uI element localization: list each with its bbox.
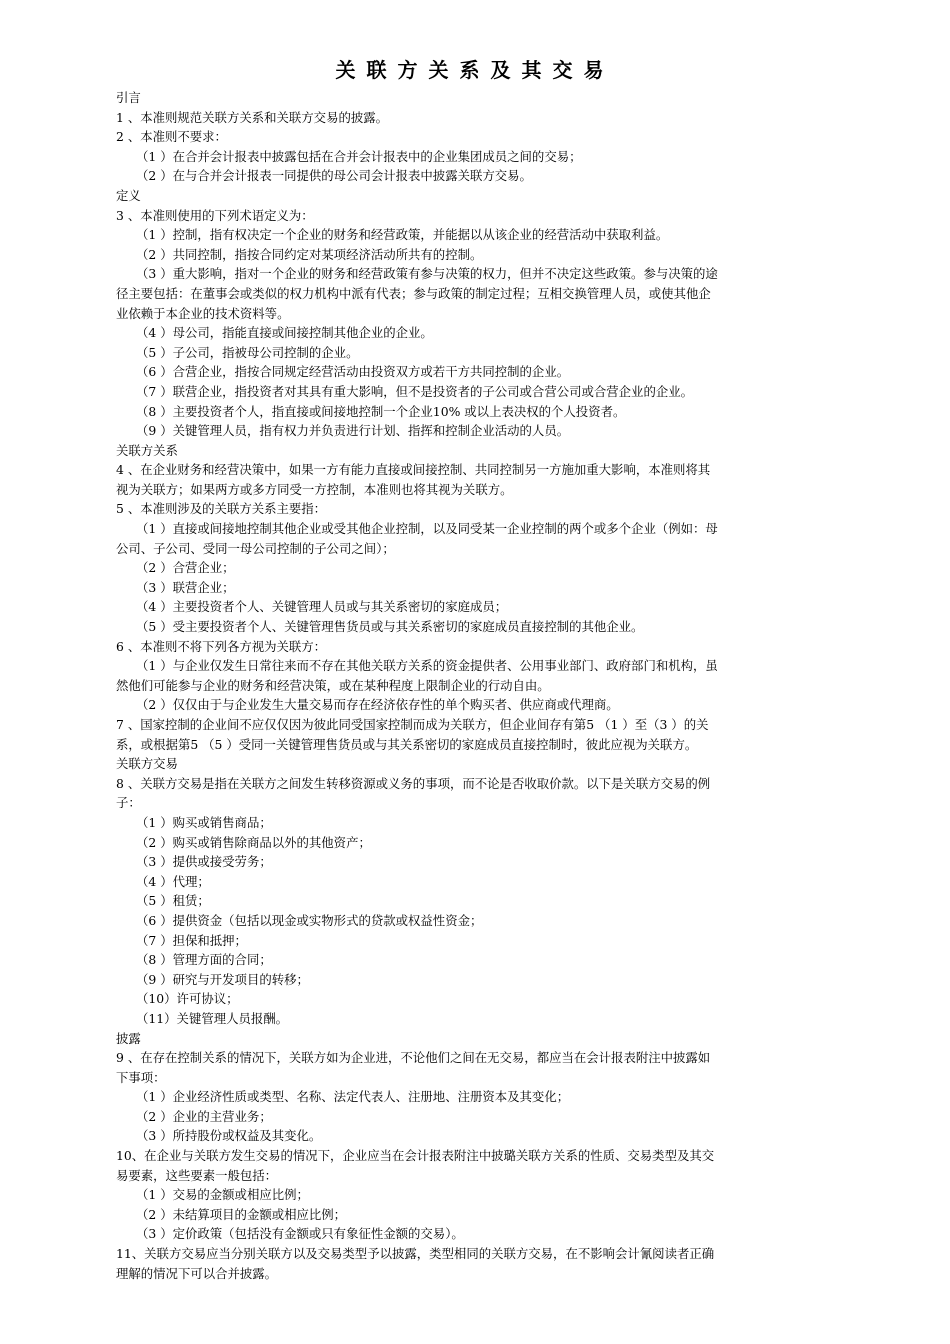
text-line: （1 ）在合并会计报表中披露包括在合并会计报表中的企业集团成员之间的交易； <box>136 148 582 164</box>
text-line: （3 ）重大影响，指对一个企业的财务和经营政策有参与决策的权力，但并不决定这些政策。参与决策的途 <box>136 266 718 282</box>
text-line: 2 、本准则不要求： <box>116 129 227 145</box>
text-line: 9 、在存在控制关系的情况下，关联方如为企业进，不论他们之间在无交易，都应当在会计报表附注中披露如 <box>116 1050 711 1066</box>
text-line: （4 ）代理； <box>136 873 210 889</box>
text-line: （8 ）管理方面的合同； <box>136 952 272 968</box>
text-line: 然他们可能参与企业的财务和经营决策，或在某种程度上限制企业的行动自由。 <box>116 677 550 693</box>
text-line: （2 ）共同控制，指按合同约定对某项经济活动所共有的控制。 <box>136 246 483 262</box>
text-line: 理解的情况下可以合并披露。 <box>116 1265 278 1281</box>
text-line: （1 ）交易的金额或相应比例； <box>136 1187 309 1203</box>
text-line: 4 、在企业财务和经营决策中，如果一方有能力直接或间接控制、共同控制另一方施加重大影响，本准则将其 <box>116 462 711 478</box>
text-line: 易要素，这些要素一般包括： <box>116 1167 278 1183</box>
text-line: 5 、本准则涉及的关联方关系主要指： <box>116 501 327 517</box>
text-line: 定义 <box>116 187 141 203</box>
text-line: 11、关联方交易应当分别关联方以及交易类型予以披露，类型相同的关联方交易，在不影响会计氰阅读者正确 <box>116 1246 715 1262</box>
text-line: 6 、本准则不将下列各方视为关联方： <box>116 638 327 654</box>
text-line: 8 、关联方交易是指在关联方之间发生转移资源或义务的事项，而不论是否收取价款。以下是关联方交易的例 <box>116 775 711 791</box>
text-line: （3 ）定价政策（包括没有金额或只有象征性金额的交易）。 <box>136 1226 464 1242</box>
text-line: 7 、国家控制的企业间不应仅仅因为彼此同受国家控制而成为关联方，但企业间存有第5 （1 ）至（3 ）的关 <box>116 717 709 732</box>
text-line: （6 ）合营企业，指按合同规定经营活动由投资双方或若干方共同控制的企业。 <box>136 364 570 380</box>
text-line: 10、在企业与关联方发生交易的情况下，企业应当在会计报表附注中披璐关联方关系的性质、交易类型及其交 <box>116 1148 715 1164</box>
text-line: 3 、本准则使用的下列术语定义为： <box>116 207 314 223</box>
text-line: （5 ）受主要投资者个人、关键管理售货员或与其关系密切的家庭成员直接控制的其他企业。 <box>136 619 644 635</box>
text-line: 下事项： <box>116 1069 166 1085</box>
text-line: （2 ）合营企业； <box>136 560 235 576</box>
text-line: （3 ）提供或接受劳务； <box>136 854 272 870</box>
text-line: （1 ）购买或销售商品； <box>136 814 272 830</box>
text-line: 视为关联方；如果两方或多方同受一方控制，本准则也将其视为关联方。 <box>116 481 513 497</box>
text-line: （1 ）控制，指有权决定一个企业的财务和经营政策，并能据以从该企业的经营活动中获取利益。 <box>136 227 669 243</box>
text-line: 关联方关系 <box>116 442 178 458</box>
text-line: （4 ）母公司，指能直接或间接控制其他企业的企业。 <box>136 325 433 341</box>
text-line: （8 ）主要投资者个人，指直接或间接地控制一个企业10% 或以上表决权的个人投资者。 <box>136 403 626 419</box>
text-line: （2 ）在与合并会计报表一同提供的母公司会计报表中披露关联方交易。 <box>136 168 532 184</box>
text-line: （11）关键管理人员报酬。 <box>136 1010 289 1026</box>
text-line: 披露 <box>116 1030 141 1046</box>
text-line: 1 、本准则规范关联方关系和关联方交易的披露。 <box>116 109 389 125</box>
text-line: 公司、子公司、受同一母公司控制的子公司之间）； <box>116 540 395 556</box>
text-line: （2 ）购买或销售除商品以外的其他资产； <box>136 834 371 850</box>
text-line: （4 ）主要投资者个人、关键管理人员或与其关系密切的家庭成员； <box>136 599 508 615</box>
text-line: 引言 <box>116 90 141 105</box>
text-line: 子： <box>116 795 141 811</box>
text-line: （5 ）子公司，指被母公司控制的企业。 <box>136 344 359 360</box>
text-line: （9 ）研究与开发项目的转移； <box>136 971 309 987</box>
text-line: （5 ）租赁； <box>136 893 210 909</box>
text-line: （3 ）所持股份或权益及其变化。 <box>136 1128 322 1144</box>
text-line: （6 ）提供资金（包括以现金或实物形式的贷款或权益性资金； <box>136 912 483 928</box>
text-line: （7 ）联营企业，指投资者对其具有重大影响，但不是投资者的子公司或合营公司或合营企业的企业。 <box>136 383 694 399</box>
document-body <box>116 88 858 1283</box>
text-line: （1 ）企业经济性质或类型、名称、法定代表人、注册地、注册资本及其变化； <box>136 1089 570 1105</box>
text-line: （1 ）直接或间接地控制其他企业或受其他企业控制，以及同受某一企业控制的两个或多个企业（例如：母 <box>136 521 718 537</box>
text-line: 系，或根据第5 （5 ）受同一关键管理售货员或与其关系密切的家庭成员直接控制时，彼此应视为关联方。 <box>116 736 698 752</box>
text-line: 关联方交易 <box>116 756 178 772</box>
text-line: （7 ）担保和抵押； <box>136 932 247 948</box>
text-line: 径主要包括：在董事会或类似的权力机构中派有代表；参与政策的制定过程；互相交换管理人员，或使其他企 <box>116 285 711 301</box>
text-line: （2 ）未结算项目的金额或相应比例； <box>136 1206 347 1222</box>
document-title: 关联方关系及其交易 <box>335 58 615 82</box>
text-line: （1 ）与企业仅发生日常往来而不存在其他关联方关系的资金提供者、公用事业部门、政府部门和机构，虽 <box>136 658 718 674</box>
text-line: （2 ）仅仅由于与企业发生大量交易而存在经济依存性的单个购买者、供应商或代理商。 <box>136 697 619 713</box>
text-line: （10）许可协议； <box>136 991 239 1007</box>
text-line: （3 ）联营企业； <box>136 579 235 595</box>
text-line: （2 ）企业的主营业务； <box>136 1108 272 1124</box>
text-line: 业依赖于本企业的技术资料等。 <box>116 305 290 321</box>
text-line: （9 ）关键管理人员，指有权力并负责进行计划、指挥和控制企业活动的人员。 <box>136 423 570 439</box>
